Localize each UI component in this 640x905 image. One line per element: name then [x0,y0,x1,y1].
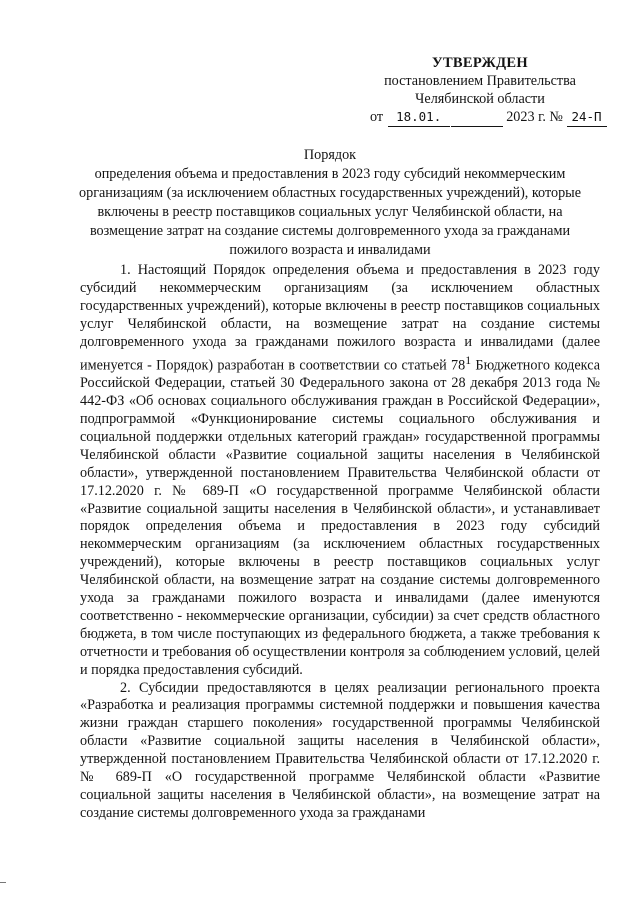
approval-line-2: Челябинской области [415,91,545,107]
paragraph-1 [80,262,600,680]
paragraph-1-superscript: 1 [465,352,472,367]
approval-title: УТВЕРЖДЕН [432,55,528,71]
approval-date-prefix: от [370,109,384,125]
scan-edge-mark [0,882,6,883]
heading-text: определения объема и предоставления в 2023 году субсидий некоммерческим организациям (за исключением областных государственных учреждений), которые включены в реестр поставщиков социальных услуг Челябинской области, на возмещение затрат на создание системы долговременного ухода за гражданами пожилого возраста и инвалидами [79,166,581,258]
document-body [80,262,600,823]
paragraph-1-part-b: Бюджетного кодекса Российской Федерации, статьей 30 Федерального закона от 28 декабря 2013 года № 442-ФЗ «Об основах социального обслуживания граждан в Российской Федерации», подпрограммой «Функционирование системы социального обслуживания и социальной поддержки отдельных категорий граждан» государственной программы Челябинской области «Развитие социальной защиты населения в Челябинской области», утвержденной постановлением Правительства Челябинской области от 17.12.2020 г. № 689-П «О государственной программе Челябинской области «Развитие социальной защиты населения в Челябинской области», и устанавливает порядок определения объема и предоставления в 2023 году субсидий некоммерческим организациям (за исключением областных государственных учреждений), которые включены в реестр поставщиков социальных услуг Челябинской области, на возмещение затрат на создание системы долговременного ухода за гражданами пожилого возраста и инвалидами (далее именуются соответственно - некоммерческие организации, субсидии) за счет средств областного бюджета, в том числе поступающих из федерального бюджета, а также требования к отчетности и требования об осуществлении контроля за соблюдением условий, целей и порядка предоставления субсидий. [80,357,600,678]
approval-number-handwritten: 24-П [567,108,607,127]
approval-line-1: постановлением Правительства [384,73,576,89]
approval-year-text: 2023 г. № [506,109,563,125]
paragraph-2: 2. Субсидии предоставляются в целях реализации регионального проекта «Разработка и реализация программы системной поддержки и повышения качества жизни граждан старшего поколения» государственной программы Челябинской области «Развитие социальной защиты населения в Челябинской области», утвержденной постановлением Правительства Челябинской области от 17.12.2020 г. № 689-П «О государственной программе Челябинской области «Развитие социальной защиты населения в Челябинской области», на возмещение затрат на создание системы долговременного ухода за гражданами [80,679,600,821]
approval-date-line [360,108,600,127]
paragraph-1-part-a: 1. Настоящий Порядок определения объема и предоставления в 2023 году субсидий некоммерческим организациям (за исключением областных государственных учреждений), которые включены в реестр поставщиков социальных услуг Челябинской области, на возмещение затрат на создание системы долговременного ухода за гражданами пожилого возраста и инвалидами (далее именуется - Порядок) разработан в соответствии со статьей 78 [80,262,600,374]
approval-date-blank-line [451,108,503,127]
document-heading [70,146,590,260]
heading-title: Порядок [303,147,357,163]
approval-stamp-block [360,54,600,127]
approval-date-handwritten: 18.01. [388,108,450,127]
